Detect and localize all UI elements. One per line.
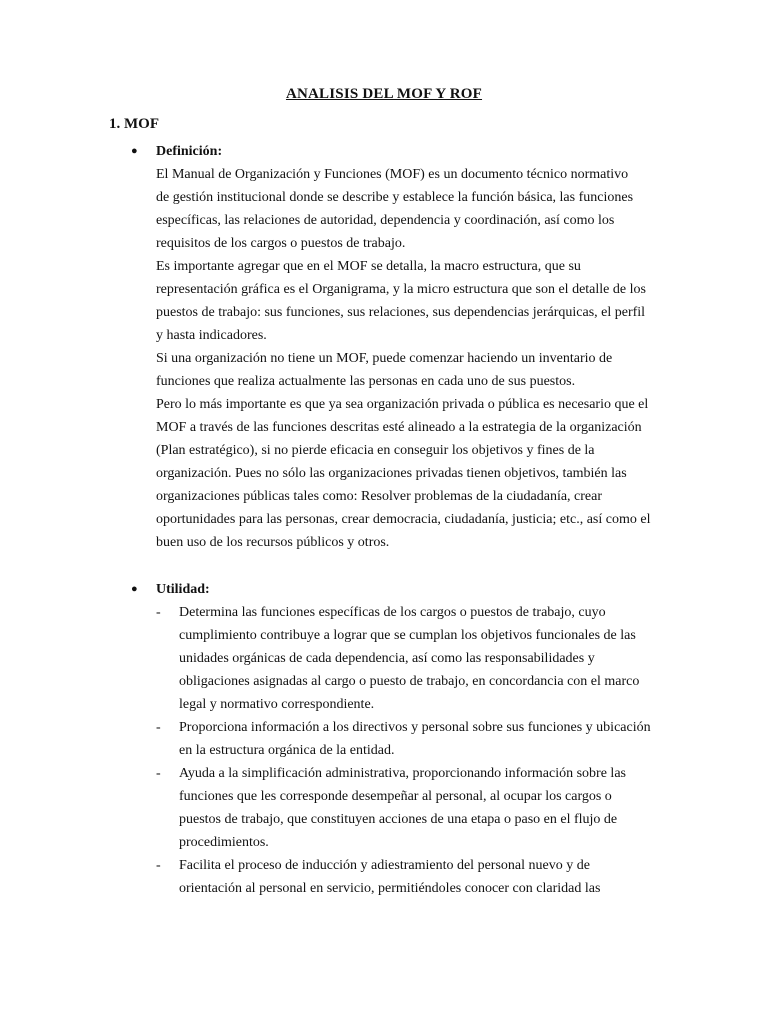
utilidad-heading: Utilidad: [156, 582, 210, 597]
list-item-line: unidades orgánicas de cada dependencia, así como las responsabilidades y [179, 651, 595, 666]
utilidad-bullet-row [131, 578, 671, 601]
list-item-line: Determina las funciones específicas de los cargos o puestos de trabajo, cuyo [179, 605, 606, 620]
list-item [131, 601, 671, 716]
section-heading-mof: 1. MOF [109, 116, 159, 132]
dash-bullet-icon: - [156, 605, 161, 620]
paragraph-line: de gestión institucional donde se describe y establece la función básica, las funciones [156, 190, 634, 205]
paragraph-line: Si una organización no tiene un MOF, puede comenzar haciendo un inventario de [156, 351, 613, 366]
dash-bullet-icon: - [156, 858, 161, 873]
list-item-line: Ayuda a la simplificación administrativa, proporcionando información sobre las [179, 766, 626, 781]
paragraph-line: (Plan estratégico), si no pierde eficacia en conseguir los objetivos y fines de la [156, 443, 595, 458]
utilidad-section [131, 578, 671, 900]
paragraph-line: Pero lo más importante es que ya sea organización privada o pública es necesario que el [156, 397, 649, 412]
paragraph-line: organización. Pues no sólo las organizaciones privadas tienen objetivos, también las [156, 466, 627, 481]
paragraph-line: El Manual de Organización y Funciones (MOF) es un documento técnico normativo [156, 167, 629, 182]
paragraph-line: puestos de trabajo: sus funciones, sus relaciones, sus dependencias jerárquicas, el perfil [156, 305, 646, 320]
list-item-line: cumplimiento contribuye a lograr que se cumplan los objetivos funcionales de las [179, 628, 636, 643]
definicion-heading: Definición: [156, 144, 223, 159]
list-item [131, 762, 671, 854]
bullet-icon: ● [131, 145, 138, 157]
document-title: ANALISIS DEL MOF Y ROF [285, 86, 483, 102]
paragraph-line: funciones que realiza actualmente las personas en cada uno de sus puestos. [156, 374, 576, 389]
definicion-section [131, 140, 671, 554]
list-item-line: puestos de trabajo, que constituyen acciones de una etapa o paso en el flujo de [179, 812, 618, 827]
dash-bullet-icon: - [156, 720, 161, 735]
list-item-line: obligaciones asignadas al cargo o puesto de trabajo, en concordancia con el marco [179, 674, 640, 689]
list-item-line: Facilita el proceso de inducción y adiestramiento del personal nuevo y de [179, 858, 590, 873]
list-item-line: legal y normativo correspondiente. [179, 697, 375, 712]
paragraph-line: representación gráfica es el Organigrama, y la micro estructura que son el detalle de los [156, 282, 646, 297]
list-item [131, 854, 671, 900]
list-item-line: procedimientos. [179, 835, 269, 850]
list-item-line: Proporciona información a los directivos y personal sobre sus funciones y ubicación [179, 720, 651, 735]
paragraph-line: requisitos de los cargos o puestos de trabajo. [156, 236, 406, 251]
list-item-line: orientación al personal en servicio, permitiéndoles conocer con claridad las [179, 881, 601, 896]
dash-bullet-icon: - [156, 766, 161, 781]
list-item-line: funciones que les corresponde desempeñar al personal, al ocupar los cargos o [179, 789, 612, 804]
paragraph-line: organizaciones públicas tales como: Resolver problemas de la ciudadanía, crear [156, 489, 603, 504]
list-item [131, 716, 671, 762]
paragraph-line: Es importante agregar que en el MOF se detalla, la macro estructura, que su [156, 259, 581, 274]
paragraph-line: y hasta indicadores. [156, 328, 267, 343]
definicion-bullet-row [131, 140, 671, 163]
paragraph-line: buen uso de los recursos públicos y otros. [156, 535, 390, 550]
paragraph-line: MOF a través de las funciones descritas esté alineado a la estrategia de la organización [156, 420, 642, 435]
definicion-paragraph [131, 163, 671, 554]
paragraph-line: oportunidades para las personas, crear democracia, ciudadanía, justicia; etc., así como el [156, 512, 651, 527]
bullet-icon: ● [131, 583, 138, 595]
list-item-line: en la estructura orgánica de la entidad. [179, 743, 395, 758]
paragraph-line: específicas, las relaciones de autoridad, dependencia y coordinación, así como los [156, 213, 615, 228]
